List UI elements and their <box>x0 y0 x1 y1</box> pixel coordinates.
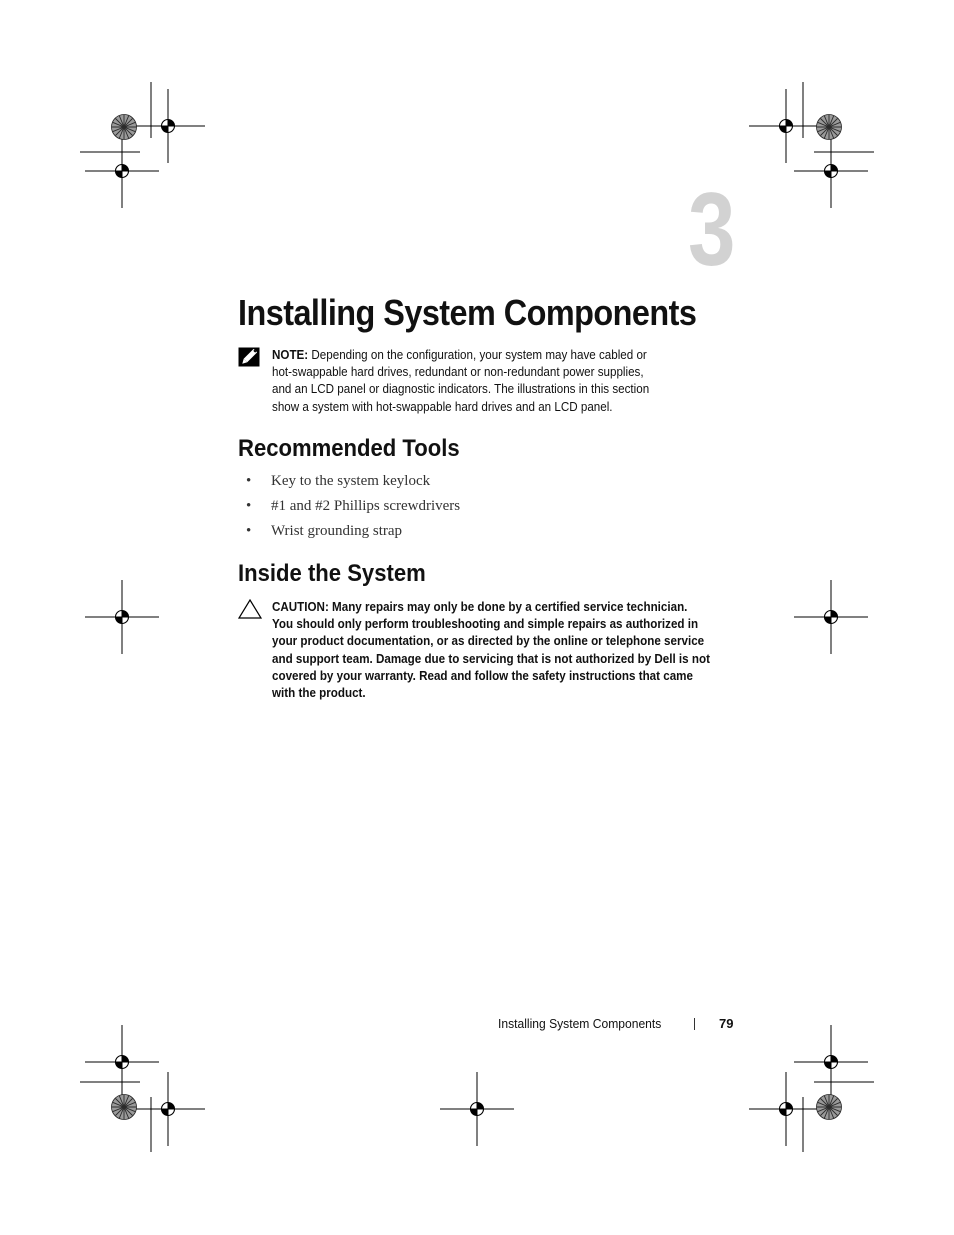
bullet: • <box>246 473 252 489</box>
chapter-title: Installing System Components <box>238 292 697 333</box>
caution-line: with the product. <box>272 686 366 701</box>
caution-callout <box>238 599 718 709</box>
note-text <box>272 347 695 416</box>
registration-starburst-icon <box>112 115 137 140</box>
caution-text <box>272 599 710 702</box>
registration-crosshair-icon <box>794 580 868 654</box>
registration-crosshair-icon <box>749 89 823 163</box>
registration-starburst-icon <box>817 1095 842 1120</box>
page-number: 79 <box>719 1016 734 1031</box>
list-item-text: #1 and #2 Phillips screwdrivers <box>271 498 461 514</box>
caution-line: You should only perform troubleshooting and simple repairs as authorized in <box>272 617 699 632</box>
registration-crosshair-icon <box>85 1025 159 1099</box>
note-line: show a system with hot-swappable hard drives and an LCD panel. <box>272 399 613 414</box>
note-callout <box>238 347 718 417</box>
registration-crosshair-icon <box>131 1072 205 1146</box>
registration-crosshair-icon <box>794 134 868 208</box>
note-line: and an LCD panel or diagnostic indicators. The illustrations in this section <box>272 382 650 397</box>
registration-crosshair-icon <box>749 1072 823 1146</box>
bullet: • <box>246 498 252 514</box>
registration-starburst-icon <box>817 115 842 140</box>
footer-divider <box>694 1018 695 1030</box>
chapter-number: 3 <box>688 172 736 288</box>
note-label: NOTE: <box>272 348 309 362</box>
registration-crosshair-icon <box>85 580 159 654</box>
caution-line: covered by your warranty. Read and follow the safety instructions that came <box>272 668 693 683</box>
registration-crosshair-icon <box>440 1072 514 1146</box>
list-item-text: Wrist grounding strap <box>271 523 403 539</box>
caution-line: your product documentation, or as directed by the online or telephone service <box>272 634 705 649</box>
caution-triangle-icon <box>238 599 262 619</box>
caution-label: CAUTION: <box>272 600 329 614</box>
caution-line: and support team. Damage due to servicing that is not authorized by Dell is not <box>272 651 710 666</box>
note-line: hot-swappable hard drives, redundant or non-redundant power supplies, <box>272 365 644 380</box>
note-line: NOTE: Depending on the configuration, your system may have cabled or <box>272 348 647 362</box>
footer-section-title: Installing System Components <box>498 1016 662 1031</box>
list-item-text: Key to the system keylock <box>271 473 431 489</box>
registration-crosshair-icon <box>85 134 159 208</box>
inside-the-system-heading: Inside the System <box>238 560 426 587</box>
registration-starburst-icon <box>112 1095 137 1120</box>
pencil-note-icon <box>238 347 260 367</box>
registration-crosshair-icon <box>131 89 205 163</box>
bullet: • <box>246 523 252 539</box>
registration-crosshair-icon <box>794 1025 868 1099</box>
caution-line: CAUTION: Many repairs may only be done by a certified service technician. <box>272 600 688 614</box>
recommended-tools-heading: Recommended Tools <box>238 435 460 462</box>
